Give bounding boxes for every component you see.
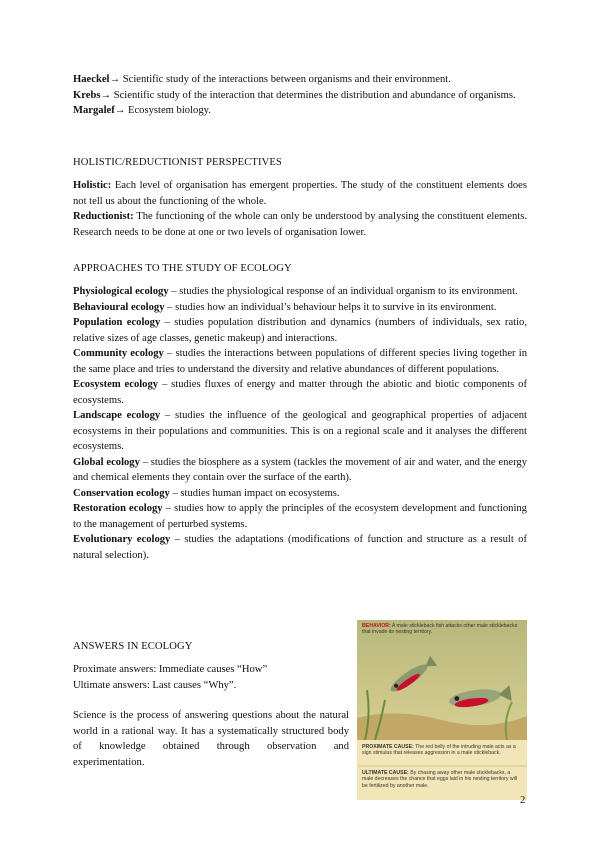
behavior-caption: BEHAVIOR: A male stickleback fish attacks other male sticklebacks that invade its nesting territory. [362, 623, 518, 636]
approach-item: Restoration ecology – studies how to apply the principles of the ecosystem development and functioning to the management of perturbed systems. [73, 503, 527, 530]
holistic-heading: HOLISTIC/REDUCTIONIST PERSPECTIVES [73, 157, 282, 168]
approach-item: Population ecology – studies population distribution and dynamics (numbers of individuals, sex ratio, relative sizes of age classes, genetic makeup) and interactions. [73, 317, 527, 344]
proximate-answer: Proximate answers: Immediate causes “How” [73, 664, 268, 675]
answers-heading: ANSWERS IN ECOLOGY [73, 641, 193, 652]
approach-item: Community ecology – studies the interactions between populations of different species living together in the same place and tries to understand the diversity and relative abundances of different populations. [73, 348, 527, 375]
proximate-caption: PROXIMATE CAUSE: The red belly of the intruding male acts as a sign stimulus that releases aggression in a male stickleback. [362, 744, 516, 757]
reductionist-item: Reductionist: The functioning of the whole can only be understood by analysing the constituent elements. Research needs to be done at one or two levels of organisation lower. [73, 211, 527, 238]
answers-block [73, 662, 349, 770]
approach-item: Global ecology – studies the biosphere as a system (tackles the movement of air and water, and the energy and chemical elements they contain over the surface of the earth). [73, 456, 528, 483]
approaches-block [73, 284, 527, 563]
definition-margalef: Margalef→ Ecosystem biology. [73, 105, 211, 116]
spacer [73, 693, 349, 708]
approach-item: Ecosystem ecology – studies fluxes of energy and matter through the abiotic and biotic components of ecosystems. [73, 379, 527, 406]
ultimate-answer: Ultimate answers: Last causes “Why”. [73, 679, 237, 691]
approaches-heading: APPROACHES TO THE STUDY OF ECOLOGY [73, 263, 292, 274]
approach-item: Physiological ecology – studies the physiological response of an individual organism to its environment. [73, 286, 518, 297]
definition-haeckel: Haeckel→ Scientific study of the interactions between organisms and their environment. [73, 74, 451, 85]
approach-item: Landscape ecology – studies the influence of the geological and geographical properties of adjacent ecosystems in their populations and communities. This is on a regional scale and it analyses the different ecosystems. [73, 410, 527, 452]
ultimate-caption: ULTIMATE CAUSE: By chasing away other male sticklebacks, a male decreases the chance that eggs laid in his nesting territory will be fertilized by another male. [362, 770, 518, 789]
definition-krebs: Krebs→ Scientific study of the interaction that determines the distribution and abundance of organisms. [73, 89, 516, 101]
page-number: 2 [520, 795, 526, 806]
approach-item: Behavioural ecology – studies how an individual’s behaviour helps it to survive in its environment. [73, 301, 497, 313]
holistic-block [73, 178, 527, 240]
holistic-item: Holistic: Each level of organisation has emergent properties. The study of the constituent elements does not tell us about the functioning of the whole. [73, 180, 527, 207]
stickleback-figure [357, 620, 527, 800]
science-paragraph: Science is the process of answering questions about the natural world in a rational way. It has a systematically structured body of knowledge obtained through observation and experimentation. [73, 710, 349, 768]
definitions-block [73, 72, 527, 119]
approach-item: Conservation ecology – studies human impact on ecosystems. [73, 487, 340, 499]
approach-item: Evolutionary ecology – studies the adaptations (modifications of function and structure as a result of natural selection). [73, 534, 527, 561]
